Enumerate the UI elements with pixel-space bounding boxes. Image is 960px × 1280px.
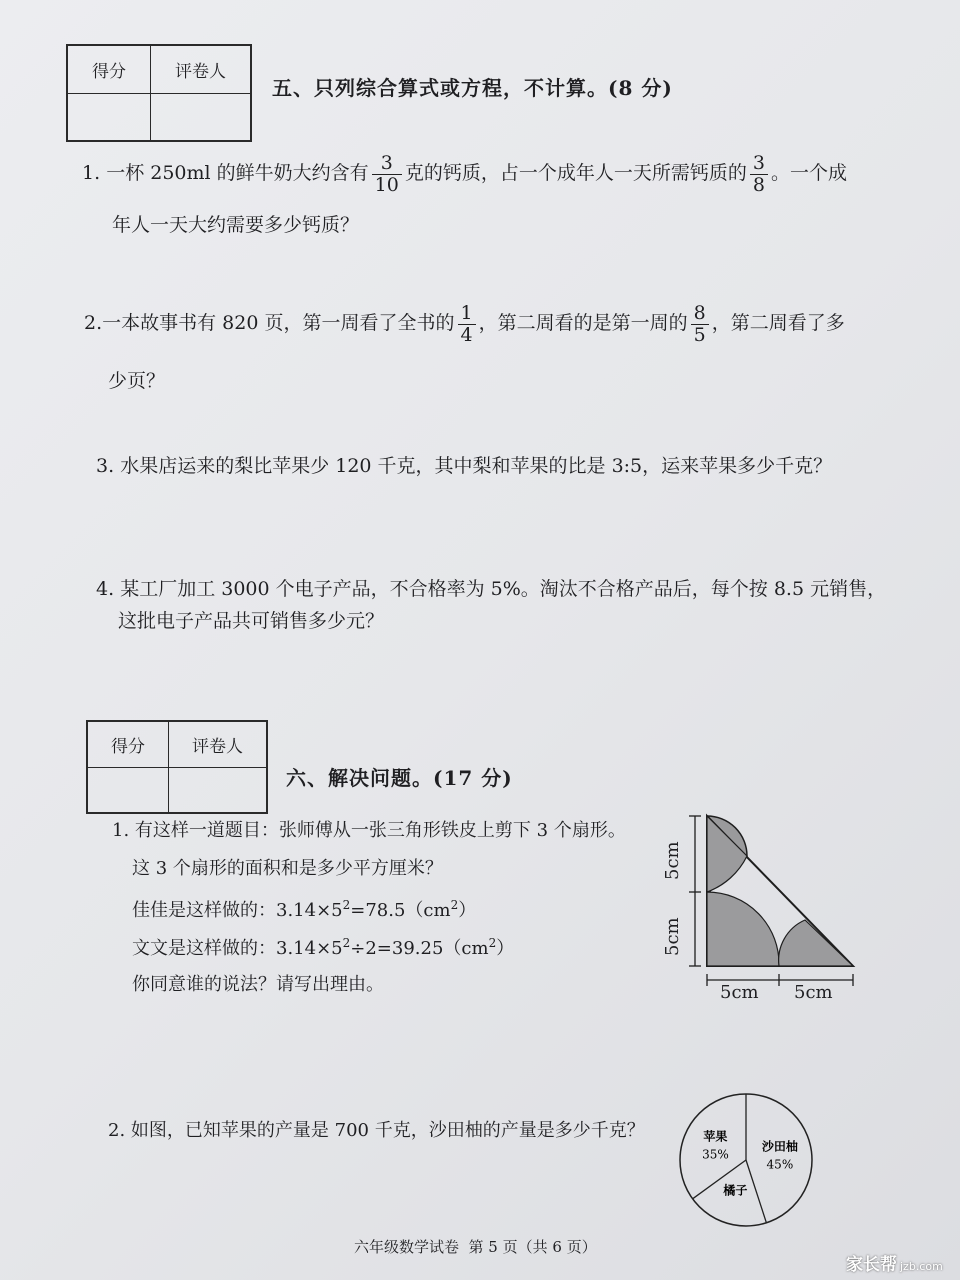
wenwen-calc-c: ）: [496, 938, 515, 959]
pie-chart: [676, 1090, 816, 1230]
s5-q2-text-b: ，第二周看的是第一周的: [478, 312, 688, 334]
pie-slice-label: 橘子: [723, 1183, 748, 1198]
watermark-brand: 家长帮: [846, 1255, 897, 1275]
s5-q2-text-c: ，第二周看了多: [711, 312, 845, 334]
s5-q1-text-a: 一杯 250ml 的鲜牛奶大约含有: [106, 162, 369, 184]
frac-num: 3: [750, 153, 768, 175]
jiajia-calc-a: 佳佳是这样做的：3.14×5: [132, 900, 343, 921]
s6-q2: [108, 1120, 645, 1142]
s5-q3-text: 水果店运来的梨比苹果少 120 千克，其中梨和苹果的比是 3:5，运来苹果多少千克？: [120, 455, 833, 477]
wenwen-calc-a: 文文是这样做的：3.14×5: [132, 938, 343, 959]
triangle-sectors-figure: [665, 810, 865, 1010]
frac-num: 8: [691, 303, 709, 325]
pie-slice-value: 45%: [766, 1157, 794, 1172]
frac-den: 4: [460, 323, 473, 346]
score-table-section6: [86, 720, 268, 814]
s5-q1-line2: 年人一天大约需要多少钙质？: [112, 214, 360, 236]
s5-q4-text: 某工厂加工 3000 个电子产品，不合格率为 5%。淘汰不合格产品后，每个按 8.5 元销售，: [120, 578, 887, 600]
label-left-top: 5cm: [662, 841, 683, 880]
frac-den: 8: [752, 173, 765, 196]
s6-q1-line4: [132, 936, 514, 960]
s5-q4-line2: 这批电子产品共可销售多少元？: [118, 610, 385, 632]
section6-title: 六、解决问题。(17 分): [286, 766, 513, 790]
s5-q2-text-a: 一本故事书有 820 页，第一周看了全书的: [102, 312, 455, 334]
section5-title: 五、只列综合算式或方程，不计算。(8 分): [272, 76, 673, 100]
label-left-bottom: 5cm: [662, 917, 683, 956]
sup: 2: [488, 936, 497, 950]
pie-divider: [746, 1160, 766, 1223]
pie-slice-label: 苹果: [703, 1129, 728, 1144]
fraction-3-10: [372, 153, 402, 196]
s5-q2-num: 2.: [84, 312, 103, 334]
label-bottom-left: 5cm: [720, 982, 759, 1003]
s6-q2-num: 2.: [108, 1120, 126, 1141]
s5-q3: [96, 455, 832, 478]
sup: 2: [342, 898, 351, 912]
score-cell[interactable]: [87, 767, 169, 813]
pie-slice-label: 沙田柚: [761, 1139, 798, 1154]
frac-den: 10: [374, 173, 399, 196]
s6-q1-text: 有这样一道题目：张师傅从一张三角形铁皮上剪下 3 个扇形。: [134, 820, 626, 841]
fraction-8-5: [691, 303, 709, 346]
jiajia-calc-b: =78.5（cm: [350, 900, 451, 921]
s5-q4-line1: [96, 578, 886, 601]
s6-q1-line2: 这 3 个扇形的面积和是多少平方厘米？: [132, 858, 443, 879]
sector-middle: [707, 892, 779, 966]
frac-num: 1: [458, 303, 476, 325]
watermark-site: jzb.com: [900, 1260, 943, 1273]
score-cell[interactable]: [67, 93, 151, 141]
score-header: 得分: [87, 721, 169, 767]
grader-header: 评卷人: [151, 45, 252, 93]
jiajia-calc-c: ）: [458, 900, 477, 921]
label-bottom-right: 5cm: [794, 982, 833, 1003]
fraction-3-8: [750, 153, 768, 196]
s5-q2-line1: [84, 290, 845, 356]
watermark: [846, 1250, 943, 1275]
s6-q1-line5: 你同意谁的说法？请写出理由。: [132, 974, 384, 995]
wenwen-calc-b: ÷2=39.25（cm: [350, 938, 489, 959]
s5-q1-num: 1.: [82, 162, 101, 184]
s5-q1-text-b: 克的钙质，占一个成年人一天所需钙质的: [404, 162, 747, 184]
s6-q1-num: 1.: [112, 820, 130, 841]
s6-q2-text: 如图，已知苹果的产量是 700 千克，沙田柚的产量是多少千克？: [130, 1120, 645, 1141]
s5-q2-line2: 少页？: [108, 370, 166, 392]
score-header: 得分: [67, 45, 151, 93]
s6-q1-line1: [112, 820, 626, 842]
s5-q3-num: 3.: [96, 455, 115, 477]
s5-q1-text-c: 。一个成: [770, 162, 847, 184]
sup: 2: [450, 898, 459, 912]
page-footer: 六年级数学试卷 第 5 页（共 6 页）: [354, 1238, 597, 1256]
fraction-1-4: [458, 303, 476, 346]
frac-num: 3: [372, 153, 402, 175]
pie-slice-value: 35%: [702, 1147, 729, 1162]
s5-q4-num: 4.: [96, 578, 115, 600]
grader-cell[interactable]: [151, 93, 252, 141]
sup: 2: [342, 936, 351, 950]
score-table-section5: [66, 44, 252, 142]
s6-q1-line3: [132, 898, 476, 922]
s5-q1-line1: [82, 140, 847, 206]
grader-cell[interactable]: [169, 767, 268, 813]
grader-header: 评卷人: [169, 721, 268, 767]
frac-den: 5: [693, 323, 706, 346]
